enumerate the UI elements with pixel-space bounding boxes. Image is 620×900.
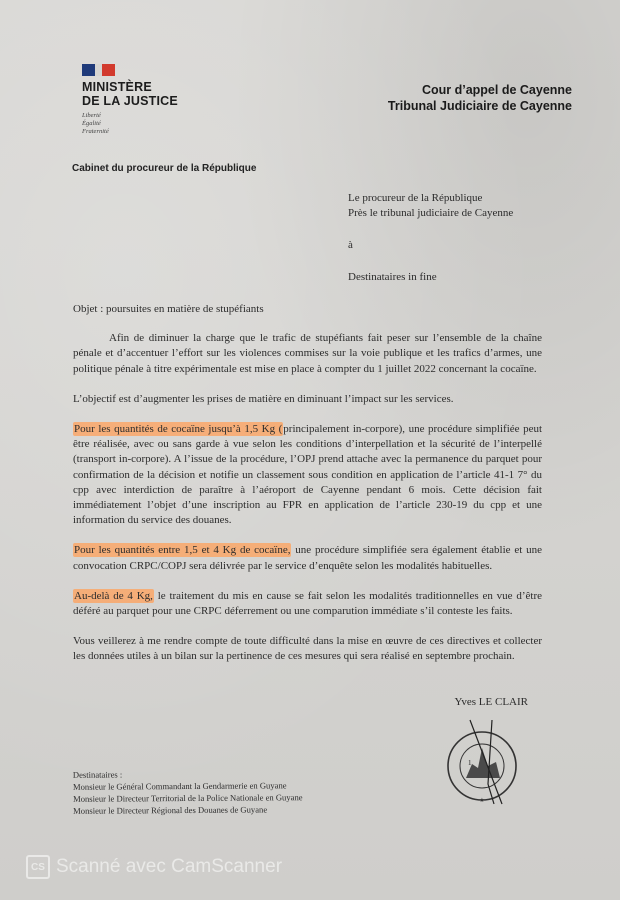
highlight-1-5-to-4kg: Pour les quantités entre 1,5 et 4 Kg de cocaïne, — [74, 544, 291, 557]
subject-line: Objet : poursuites en matière de stupéfiants — [73, 303, 264, 315]
cabinet-title: Cabinet du procureur de la République — [72, 163, 257, 174]
highlight-over-4kg: Au-delà de 4 Kg, — [74, 589, 153, 602]
paragraph-over-4kg: Au-delà de 4 Kg, le traitement du mis en cause se fait selon les modalités traditionnelles en vue d’être déféré au parquet pour une CRPC déferrement ou une comparution immédiate s’il conteste les faits. — [73, 589, 542, 618]
french-flag-icon — [82, 64, 115, 76]
recipients-label: Destinataires in fine — [348, 271, 437, 283]
to-label: à — [348, 239, 353, 251]
camscanner-icon: CS — [26, 855, 50, 879]
svg-text:★: ★ — [479, 798, 485, 804]
letter-body — [73, 302, 542, 665]
recipient-item: Monsieur le Directeur Régional des Douanes de Guyane — [73, 804, 268, 816]
recipients-heading: Destinataires : — [72, 769, 123, 780]
recipient-item: Monsieur le Directeur Territorial de la Police Nationale en Guyane — [73, 792, 303, 804]
sender-line-2: Près le tribunal judiciaire de Cayenne — [348, 207, 514, 219]
recipient-item: Monsieur le Général Commandant la Gendarmerie en Guyane — [72, 780, 287, 792]
signatory-name: Yves LE CLAIR — [454, 696, 528, 708]
paragraph-under-1-5kg: Pour les quantités de cocaïne jusqu’à 1,5 Kg (principalement in-corpore), une procédure simplifiée peut être réalisée, avec ou sans garde à vue selon les conditions d’interpellation et la sécurité de l’interpellé (transport in-corpore). A l’issue de la procédure, l’OPJ prend attache avec la permanence du parquet pour confirmation de la décision et notifie un classement sous condition en application de l’article 41-1 7° du cpp avec interdiction de paraître à l’aéroport de Cayenne pendant 6 mois. Cette décision fait immédiatement l’objet d’une inscription au FPR en application de l’article 230-19 du cpp et une information du service des douanes. — [73, 423, 543, 527]
objective-paragraph: L’objectif est d’augmenter les prises de matière en diminuant l’impact sur les services. — [73, 392, 454, 405]
recipients-list — [73, 767, 303, 817]
official-seal-icon — [444, 718, 520, 806]
ministry-name: MINISTÈRE DE LA JUSTICE — [82, 80, 178, 108]
sender-line-1: Le procureur de la République — [348, 192, 483, 204]
highlight-under-1-5kg: Pour les quantités de cocaïne jusqu’à 1,5 Kg ( — [74, 423, 283, 436]
republic-motto: Liberté Égalité Fraternité — [82, 112, 109, 135]
ministry-logo — [82, 64, 178, 136]
watermark-text: Scanné avec CamScanner — [56, 856, 283, 877]
seal-number: 1 — [468, 759, 472, 767]
closing-paragraph: Vous veillerez à me rendre compte de toute difficulté dans la mise en œuvre de ces directives et collecter les données utiles à un bilan sur la pertinence de ces mesures qui sera réalisé en septembre prochain. — [73, 635, 542, 663]
sender-block — [348, 191, 513, 285]
court-header: Cour d’appel de Cayenne Tribunal Judiciaire de Cayenne — [387, 83, 572, 113]
camscanner-watermark — [26, 855, 282, 879]
paragraph-1-5-to-4kg: Pour les quantités entre 1,5 et 4 Kg de cocaïne, une procédure simplifiée sera également établie et une convocation CRPC/COPJ sera délivrée par le service d’enquête selon les modalités habituelles. — [73, 544, 542, 572]
intro-paragraph: Afin de diminuer la charge que le trafic de stupéfiants fait peser sur l’ensemble de la chaîne pénale et d’accentuer l’effort sur les violences commises sur la voie publique et les trafics d’armes, une politique pénale à titre expérimentale est mise en place à compter du 1 juillet 2022 concernant la cocaïne. — [73, 332, 542, 375]
